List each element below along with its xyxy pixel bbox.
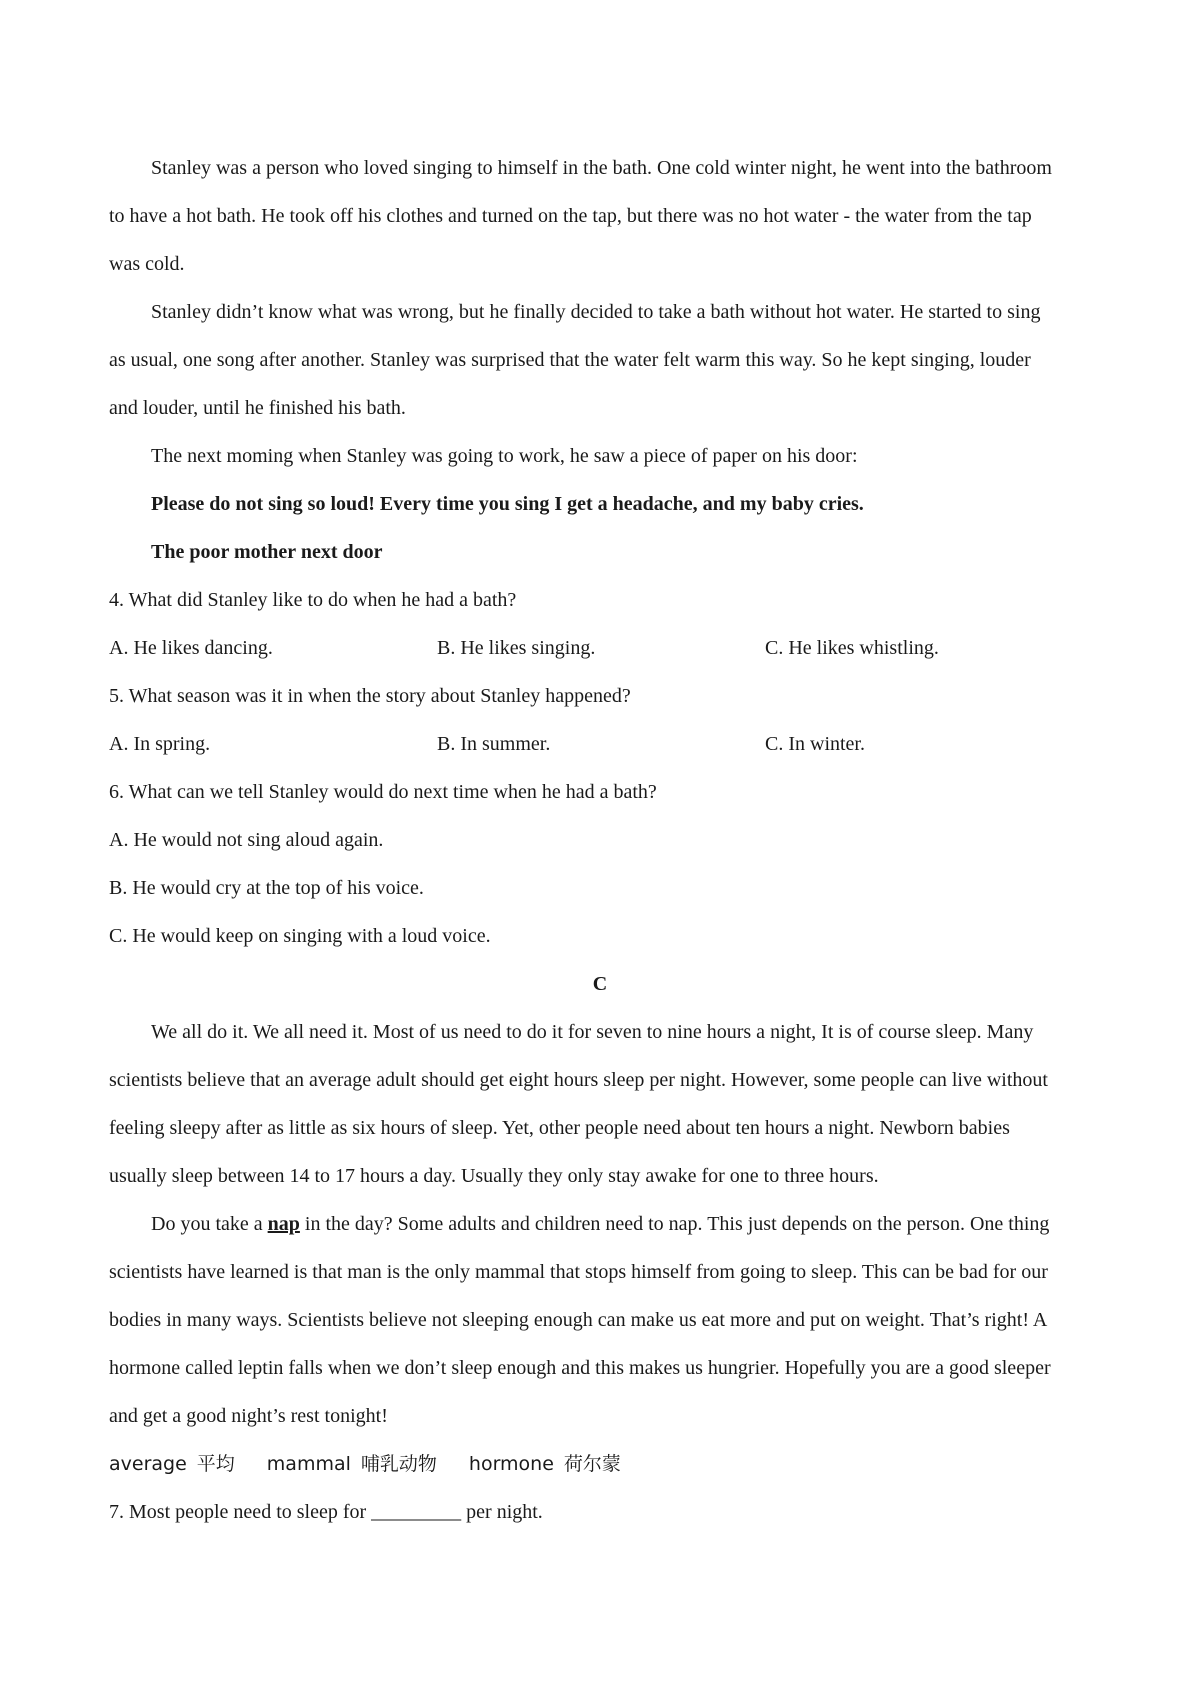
question-4-option-a: A. He likes dancing. [109, 637, 273, 659]
passage-c-p2-line1-post: in the day? Some adults and children need to nap. This just depends on the person. One thing [299, 1213, 1050, 1235]
passage-b-note-sign: The poor mother next door [151, 541, 383, 563]
passage-c-p2-line1 [151, 1212, 1049, 1236]
glossary-term-mammal: mammal [266, 1453, 351, 1475]
passage-b-p3: The next moming when Stanley was going to work, he saw a piece of paper on his door: [151, 445, 858, 467]
passage-c-p2-line2: scientists have learned is that man is the only mammal that stops himself from going to sleep. This can be bad for our [109, 1261, 1048, 1283]
passage-c-p2-line4: hormone called leptin falls when we don’t sleep enough and this makes us hungrier. Hopefully you are a good sleeper [109, 1357, 1051, 1379]
passage-b-p1-line2: to have a hot bath. He took off his clothes and turned on the tap, but there was no hot water - the water from the tap [109, 205, 1032, 227]
glossary-translation-hormone: 荷尔蒙 [563, 1453, 621, 1475]
question-4-option-b: B. He likes singing. [437, 637, 596, 659]
passage-c-p2-line1-pre: Do you take a [151, 1213, 268, 1235]
question-6-option-c: C. He would keep on singing with a loud voice. [109, 925, 491, 947]
question-5-stem: 5. What season was it in when the story about Stanley happened? [109, 685, 631, 707]
underlined-word-nap: nap [267, 1213, 300, 1235]
passage-b-note: Please do not sing so loud! Every time you sing I get a headache, and my baby cries. [151, 493, 864, 515]
glossary-term-average: average [109, 1453, 187, 1475]
passage-b-p1-line1: Stanley was a person who loved singing to himself in the bath. One cold winter night, he went into the bathroom [151, 157, 1052, 179]
passage-c-p1-line2: scientists believe that an average adult should get eight hours sleep per night. However, some people can live without [109, 1069, 1048, 1091]
glossary [109, 1452, 621, 1476]
glossary-translation-average: 平均 [196, 1453, 235, 1475]
question-7-stem: 7. Most people need to sleep for _________ per night. [109, 1501, 543, 1523]
glossary-translation-mammal: 哺乳动物 [360, 1453, 437, 1475]
glossary-term-hormone: hormone [468, 1453, 554, 1475]
passage-c-p1-line1: We all do it. We all need it. Most of us need to do it for seven to nine hours a night, It is of course sleep. Many [151, 1021, 1034, 1043]
passage-c-p2-line3: bodies in many ways. Scientists believe not sleeping enough can make us eat more and put on weight. That’s right! A [109, 1309, 1048, 1331]
question-6-option-a: A. He would not sing aloud again. [109, 829, 384, 851]
question-5-option-b: B. In summer. [437, 733, 551, 755]
passage-b-p1-line3: was cold. [109, 253, 185, 275]
section-c-heading: C [592, 973, 608, 995]
question-4-option-c: C. He likes whistling. [765, 637, 939, 659]
passage-c-p1-line4: usually sleep between 14 to 17 hours a day. Usually they only stay awake for one to three hours. [109, 1165, 879, 1187]
passage-b-p2-line1: Stanley didn’t know what was wrong, but he finally decided to take a bath without hot water. He started to sing [151, 301, 1041, 323]
question-4-stem: 4. What did Stanley like to do when he had a bath? [109, 589, 517, 611]
passage-c-p2-line5: and get a good night’s rest tonight! [109, 1405, 388, 1427]
passage-b-p2-line3: and louder, until he finished his bath. [109, 397, 406, 419]
question-6-option-b: B. He would cry at the top of his voice. [109, 877, 424, 899]
passage-c-p1-line3: feeling sleepy after as little as six hours of sleep. Yet, other people need about ten hours a night. Newborn babies [109, 1117, 1010, 1139]
passage-b-p2-line2: as usual, one song after another. Stanley was surprised that the water felt warm this way. So he kept singing, louder [109, 349, 1031, 371]
question-6-stem: 6. What can we tell Stanley would do next time when he had a bath? [109, 781, 657, 803]
question-5-option-a: A. In spring. [109, 733, 211, 755]
question-5-option-c: C. In winter. [765, 733, 865, 755]
